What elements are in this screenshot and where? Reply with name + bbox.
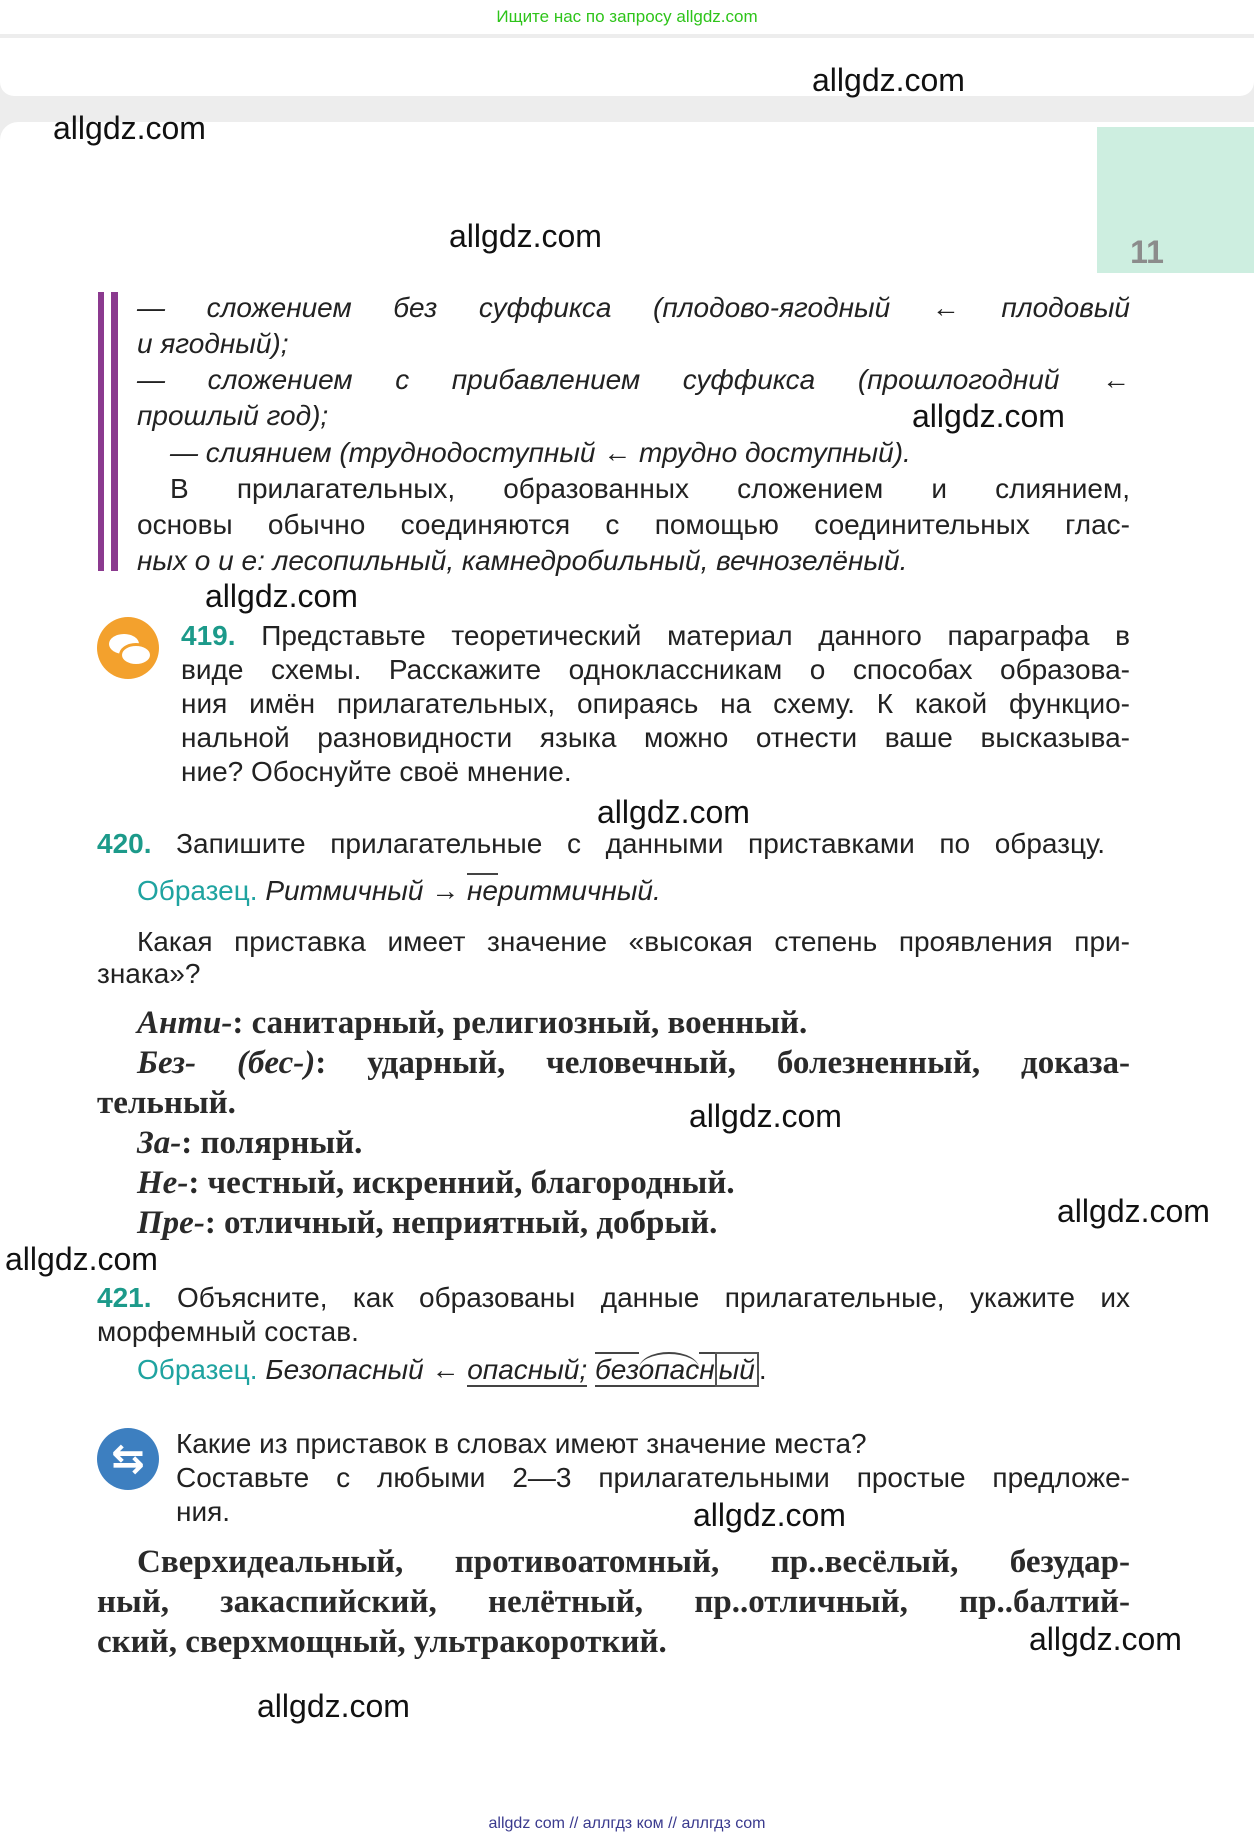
discussion-icon bbox=[97, 617, 159, 679]
watermark: allgdz.com bbox=[1057, 1193, 1210, 1229]
search-banner bbox=[0, 0, 1254, 34]
word-row: Без- (бес-): ударный, человечный, болезненный, доказа- bbox=[137, 1045, 1130, 1081]
footer-banner bbox=[0, 1810, 1254, 1838]
watermark: allgdz.com bbox=[5, 1241, 158, 1277]
morpheme-analysis: безопасн ый bbox=[595, 1354, 759, 1387]
word-row: Пре-: отличный, неприятный, добрый. bbox=[137, 1205, 718, 1241]
rule-highlight-bar bbox=[98, 292, 118, 571]
watermark: allgdz.com bbox=[912, 398, 1065, 434]
exercise-421-task: 421. Объясните, как образованы данные прилагательные, укажите их bbox=[97, 1282, 1130, 1313]
theory-line: основы обычно соединяются с помощью соединительных глас- bbox=[137, 509, 1130, 540]
theory-line: — слиянием (труднодоступный ← трудно доступный). bbox=[170, 437, 911, 468]
exercise-number: 420. bbox=[97, 828, 152, 859]
watermark: allgdz.com bbox=[689, 1098, 842, 1134]
exercise-420-question: знака»? bbox=[97, 958, 201, 989]
theory-line: В прилагательных, образованных сложением и слиянием, bbox=[170, 473, 1130, 504]
exercise-419-line: нальной разновидности языка можно отнести ваше высказыва- bbox=[181, 722, 1130, 753]
word-row: Анти-: санитарный, религиозный, военный. bbox=[137, 1005, 808, 1041]
exercise-421-task: морфемный состав. bbox=[97, 1316, 359, 1347]
watermark: allgdz.com bbox=[257, 1688, 410, 1724]
theory-line: — сложением с прибавлением суффикса (прошлогодний ← bbox=[137, 364, 1130, 395]
exercise-number: 421. bbox=[97, 1282, 152, 1313]
footer-text: allgdz com // аллгдз ком // аллгдз com bbox=[488, 1815, 766, 1832]
search-banner-text: Ищите нас по запросу allgdz.com bbox=[496, 7, 758, 26]
top-strip bbox=[0, 38, 1254, 96]
word-row: За-: полярный. bbox=[137, 1125, 363, 1161]
theory-line: ных о и е: лесопильный, камнедробильный, вечнозелёный. bbox=[137, 545, 908, 576]
exercise-421-sample: Образец. Безопасный ← опасный; безопасн ый . bbox=[137, 1354, 767, 1385]
word-list-line: ский, сверхмощный, ультракороткий. bbox=[97, 1624, 667, 1660]
exercise-420-sample: Образец. Ритмичный → неритмичный. bbox=[137, 875, 661, 906]
sample-label: Образец. bbox=[137, 1354, 258, 1385]
exercise-419-line: ния имён прилагательных, опираясь на схему. К какой функцио- bbox=[181, 688, 1130, 719]
base-mark: опасный; bbox=[467, 1354, 588, 1385]
watermark: allgdz.com bbox=[693, 1497, 846, 1533]
extra-task-line: ния. bbox=[176, 1496, 231, 1527]
word-row: Не-: честный, искренний, благородный. bbox=[137, 1165, 735, 1201]
exercise-420-question: Какая приставка имеет значение «высокая степень проявления при- bbox=[137, 926, 1130, 957]
watermark: allgdz.com bbox=[597, 794, 750, 830]
watermark: allgdz.com bbox=[812, 62, 965, 98]
watermark: allgdz.com bbox=[1029, 1621, 1182, 1657]
exercise-419-line: 419. Представьте теоретический материал данного параграфа в bbox=[181, 620, 1130, 651]
prefix-mark: не bbox=[467, 875, 498, 906]
word-list-line: ный, закаспийский, нелётный, пр..отличный, пр..балтий- bbox=[97, 1584, 1130, 1620]
exercise-419-line: ние? Обоснуйте своё мнение. bbox=[181, 756, 572, 787]
cycle-arrows-icon: ⇆ bbox=[97, 1428, 159, 1490]
sample-label: Образец. bbox=[137, 875, 258, 906]
watermark: allgdz.com bbox=[53, 110, 206, 146]
extra-task-line: Составьте с любыми 2—3 прилагательными простые предложе- bbox=[176, 1462, 1130, 1493]
word-list-line: Сверхидеальный, противоатомный, пр..весёлый, безудар- bbox=[137, 1544, 1130, 1580]
theory-line: — сложением без суффикса (плодово-ягодный ← плодовый bbox=[137, 292, 1130, 323]
exercise-419-line: виде схемы. Расскажите одноклассникам о способах образова- bbox=[181, 654, 1130, 685]
page-number: 11 bbox=[1130, 234, 1164, 270]
extra-task-line: Какие из приставок в словах имеют значение места? bbox=[176, 1428, 867, 1459]
watermark: allgdz.com bbox=[449, 218, 602, 254]
exercise-number: 419. bbox=[181, 620, 236, 651]
theory-line: и ягодный); bbox=[137, 328, 289, 359]
theory-line: прошлый год); bbox=[137, 400, 329, 431]
exercise-420-task: 420. Запишите прилагательные с данными приставками по образцу. bbox=[97, 828, 1106, 859]
word-row: тельный. bbox=[97, 1085, 236, 1121]
watermark: allgdz.com bbox=[205, 578, 358, 614]
